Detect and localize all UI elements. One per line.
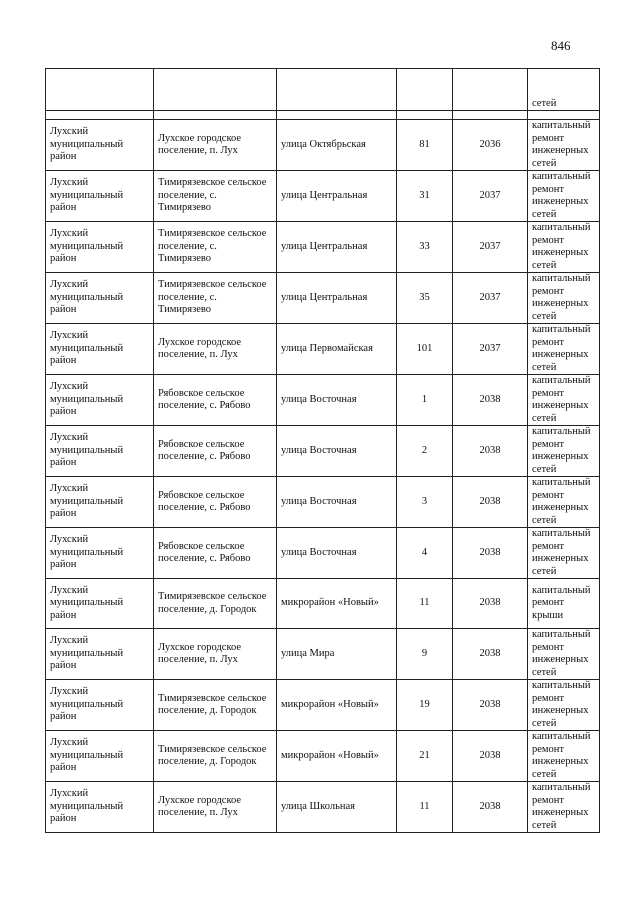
page-number: 846 [551,38,571,53]
table-row [46,528,600,579]
house-number-cell: 2 [397,426,453,477]
settlement-cell: Рябовское сельское поселение, с. Рябово [154,528,277,579]
house-number-cell: 35 [397,273,453,324]
work-type-cell: капитальный ремонт инженерных сетей [528,477,600,528]
work-type-cell: капитальный ремонт инженерных сетей [528,324,600,375]
district-cell: Лухский муниципальный район [46,579,154,629]
street-cell: улица Центральная [277,222,397,273]
settlement-cell: Тимирязевское сельское поселение, с. Тимирязево [154,222,277,273]
table-row [46,222,600,273]
table-row [46,731,600,782]
house-number-cell: 21 [397,731,453,782]
street-cell: улица Октябрьская [277,120,397,171]
work-type-cell: капитальный ремонт инженерных сетей [528,171,600,222]
work-type-cell: капитальный ремонт инженерных сетей [528,375,600,426]
work-type-cell: капитальный ремонт инженерных сетей [528,120,600,171]
repair-year-cell: 2037 [453,273,528,324]
street-cell: микрорайон «Новый» [277,579,397,629]
district-cell: Лухский муниципальный район [46,731,154,782]
street-cell [277,69,397,111]
settlement-cell: Тимирязевское сельское поселение, с. Тимирязево [154,171,277,222]
district-cell: Лухский муниципальный район [46,680,154,731]
work-type-cell: капитальный ремонт инженерных сетей [528,629,600,680]
repair-year-cell: 2038 [453,680,528,731]
street-cell: микрорайон «Новый» [277,680,397,731]
repair-year-cell: 2038 [453,629,528,680]
house-number-cell: 101 [397,324,453,375]
street-cell: микрорайон «Новый» [277,731,397,782]
settlement-cell: Лухское городское поселение, п. Лух [154,629,277,680]
house-number-cell: 9 [397,629,453,680]
district-cell: Лухский муниципальный район [46,273,154,324]
district-cell: Лухский муниципальный район [46,477,154,528]
house-number-cell: 1 [397,375,453,426]
district-cell: Лухский муниципальный район [46,120,154,171]
house-number-cell: 4 [397,528,453,579]
table-row [46,629,600,680]
house-number-cell: 19 [397,680,453,731]
table-row [46,426,600,477]
work-type-cell: капитальный ремонт крыши [528,579,600,629]
repair-year-cell: 2037 [453,222,528,273]
repair-year-cell: 2038 [453,375,528,426]
street-cell: улица Первомайская [277,324,397,375]
district-cell: Лухский муниципальный район [46,426,154,477]
street-cell: улица Центральная [277,171,397,222]
house-number-cell: 11 [397,782,453,833]
repair-year-cell: 2038 [453,579,528,629]
table-row [46,324,600,375]
district-cell: Лухский муниципальный район [46,171,154,222]
work-type-cell: капитальный ремонт инженерных сетей [528,782,600,833]
table-row [46,579,600,629]
street-cell: улица Восточная [277,477,397,528]
table-row [46,680,600,731]
district-cell: Лухский муниципальный район [46,629,154,680]
street-cell: улица Мира [277,629,397,680]
district-cell [46,69,154,111]
work-type-cell: капитальный ремонт инженерных сетей [528,528,600,579]
settlement-cell: Лухское городское поселение, п. Лух [154,120,277,171]
continuation-row [46,69,600,111]
house-number-cell: 81 [397,120,453,171]
repair-year-cell: 2037 [453,171,528,222]
table-row [46,120,600,171]
table-row [46,375,600,426]
repair-year-cell: 2038 [453,731,528,782]
settlement-cell: Рябовское сельское поселение, с. Рябово [154,477,277,528]
table-row [46,273,600,324]
district-cell: Лухский муниципальный район [46,222,154,273]
year-cell [453,69,528,111]
repair-year-cell: 2038 [453,528,528,579]
work-type-cell: капитальный ремонт инженерных сетей [528,273,600,324]
table-row [46,782,600,833]
street-cell: улица Восточная [277,528,397,579]
house-cell [397,69,453,111]
district-cell: Лухский муниципальный район [46,528,154,579]
repair-year-cell: 2037 [453,324,528,375]
settlement-cell: Тимирязевское сельское поселение, д. Городок [154,680,277,731]
repair-year-cell: 2038 [453,426,528,477]
house-number-cell: 33 [397,222,453,273]
district-cell: Лухский муниципальный район [46,782,154,833]
table-row [46,477,600,528]
street-cell: улица Восточная [277,375,397,426]
work-type-cell: сетей [528,69,600,111]
street-cell: улица Восточная [277,426,397,477]
settlement-cell [154,69,277,111]
work-type-cell: капитальный ремонт инженерных сетей [528,680,600,731]
settlement-cell: Рябовское сельское поселение, с. Рябово [154,426,277,477]
settlement-cell: Тимирязевское сельское поселение, д. Городок [154,579,277,629]
spacer-row [46,111,600,120]
repair-schedule-table [45,68,600,833]
repair-year-cell: 2038 [453,782,528,833]
settlement-cell: Тимирязевское сельское поселение, с. Тимирязево [154,273,277,324]
street-cell: улица Школьная [277,782,397,833]
house-number-cell: 31 [397,171,453,222]
settlement-cell: Рябовское сельское поселение, с. Рябово [154,375,277,426]
work-type-cell: капитальный ремонт инженерных сетей [528,426,600,477]
settlement-cell: Лухское городское поселение, п. Лух [154,324,277,375]
street-cell: улица Центральная [277,273,397,324]
settlement-cell: Лухское городское поселение, п. Лух [154,782,277,833]
work-type-cell: капитальный ремонт инженерных сетей [528,731,600,782]
settlement-cell: Тимирязевское сельское поселение, д. Городок [154,731,277,782]
district-cell: Лухский муниципальный район [46,375,154,426]
table-row [46,171,600,222]
house-number-cell: 11 [397,579,453,629]
house-number-cell: 3 [397,477,453,528]
district-cell: Лухский муниципальный район [46,324,154,375]
repair-year-cell: 2036 [453,120,528,171]
work-type-cell: капитальный ремонт инженерных сетей [528,222,600,273]
repair-year-cell: 2038 [453,477,528,528]
